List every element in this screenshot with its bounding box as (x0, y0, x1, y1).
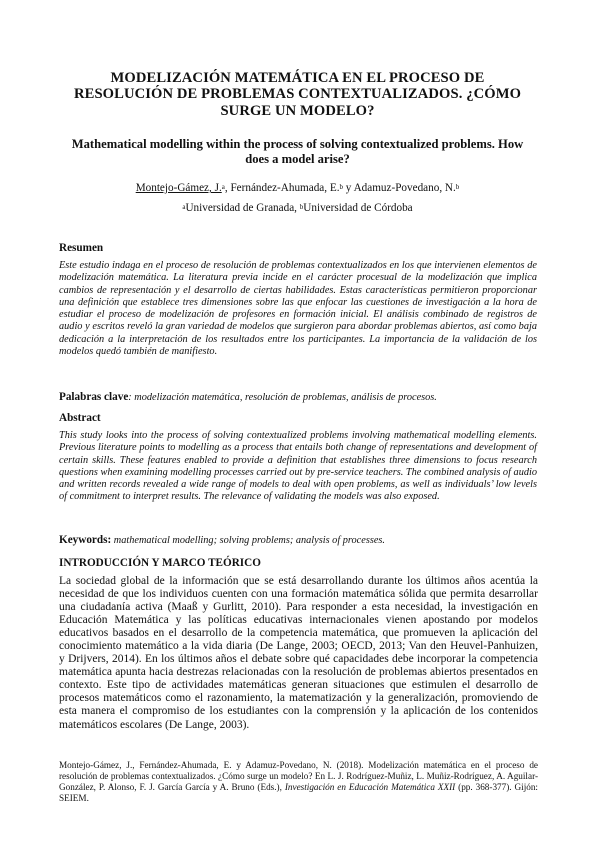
citation-pages: (pp. 368-377). Gijón: SEIEM. (59, 782, 538, 804)
author-first-affil-mark: a (221, 183, 225, 191)
paper-title-english: Mathematical modelling within the process of solving contextualized problems. How does a model arise? (71, 137, 524, 166)
author-list (60, 181, 535, 195)
affil-a-mark: a (182, 203, 186, 211)
affiliations (60, 201, 535, 215)
abstract-heading: Abstract (59, 412, 101, 424)
author-second: , Fernández-Ahumada, E. (224, 182, 340, 194)
resumen-heading: Resumen (59, 242, 104, 254)
affil-b-mark: b (299, 203, 304, 211)
author-first: Montejo-Gámez, J. (135, 182, 222, 194)
author-second-affil-mark: b (339, 183, 343, 191)
author-third: y Adamuz-Povedano, N. (343, 182, 456, 194)
section-body: La sociedad global de la información que se está desarrollando durante los últimos años acentúa la necesidad de que los individuos cuenten con una formación matemática sólida que permita desarrollar una ciudadanía activa (Maaß y Gurlitt, 2010). Para responder a esta necesidad, la investigación en Educación Matemática y las políticas educativas internacionales vienen apostando por modelos educativos basados en el desarrollo de la competencia matemática, que promueven la aplicación del conocimiento matemático a la vida diaria (De Lange, 2003; OECD, 2013; Van den Heuvel-Panhuizen, y Drijvers, 2014). En los últimos años el debate sobre qué capacidades debe incorporar la competencia matemática apunta hacia destrezas relacionadas con la resolución de problemas abiertos presentados en contexto. Este tipo de actividades matemáticas generan situaciones que estimulen el desarrollo de procesos matemáticos como el razonamiento, la matematización y la generalización, promoviendo de esta manera el compromiso de los estudiantes con la comprensión y la aplicación de los contenidos matemáticos escolares (De Lange, 2003). (59, 575, 538, 731)
section-heading: INTRODUCCIÓN Y MARCO TEÓRICO (59, 557, 261, 569)
author-third-affil-mark: b (455, 183, 460, 191)
affil-a: Universidad de Granada, (185, 202, 300, 214)
keywords-text: mathematical modelling; solving problems; analysis of processes. (111, 535, 385, 546)
abstract-text: This study looks into the process of solving contextualized problems involving mathematical modelling elements. Previous literature points to modelling as a process that entails both change of representations and development of certain skills. These features enabled to provide a definition that establishes three dimensions to focus research questions when examining modelling processes carried out by pre-service teachers. The combined analysis of audio and written records revealed a wide range of models to deal with open problems, as well as individuals’ low levels of commitment to interpret results. The relevance of validating the models was also exposed. (59, 430, 537, 503)
keywords-label: Keywords: (59, 534, 112, 546)
palabras-clave-label: Palabras clave (59, 391, 129, 403)
affil-b: Universidad de Córdoba (303, 202, 413, 214)
citation-footer (59, 760, 538, 804)
palabras-clave (59, 391, 537, 404)
keywords (59, 534, 537, 547)
paper-title-spanish: MODELIZACIÓN MATEMÁTICA EN EL PROCESO DE RESOLUCIÓN DE PROBLEMAS CONTEXTUALIZADOS. ¿CÓMO SURGE UN MODELO? (73, 70, 522, 119)
citation-book: Investigación en Educación Matemática XXII (284, 782, 456, 793)
citation-text: Montejo-Gámez, J., Fernández-Ahumada, E. y Adamuz-Povedano, N. (2018). Modelización matemática en el proceso de resolución de problemas contextualizados. ¿Cómo surge un modelo? En L. J. Rodríguez-Muñiz, L. Muñiz-Rodríguez, A. Aguilar-González, P. Alonso, F. J. García García y A. Bruno (Eds.), (59, 760, 538, 793)
resumen-text: Este estudio indaga en el proceso de resolución de problemas contextualizados en los que intervienen elementos de modelización matemática. La literatura previa incide en el carácter procesual de la modelización que implica cambios de representación y el desarrollo de ciertas habilidades. Estas características permitieron proporcionar una definición que establece tres dimensiones sobre las que enfocar las cuestiones de investigación a la hora de estudiar el proceso de modelización de profesores en formación inicial. El análisis combinado de registros de audio y escritos reveló la gran variedad de modelos que surgieron para abordar problemas abiertos, así como baja dedicación a la interpretación de los resultados entre los participantes. La importancia de la validación de los modelos quedó también de manifiesto. (59, 260, 537, 358)
palabras-clave-text: : modelización matemática, resolución de problemas, análisis de procesos. (128, 392, 437, 403)
